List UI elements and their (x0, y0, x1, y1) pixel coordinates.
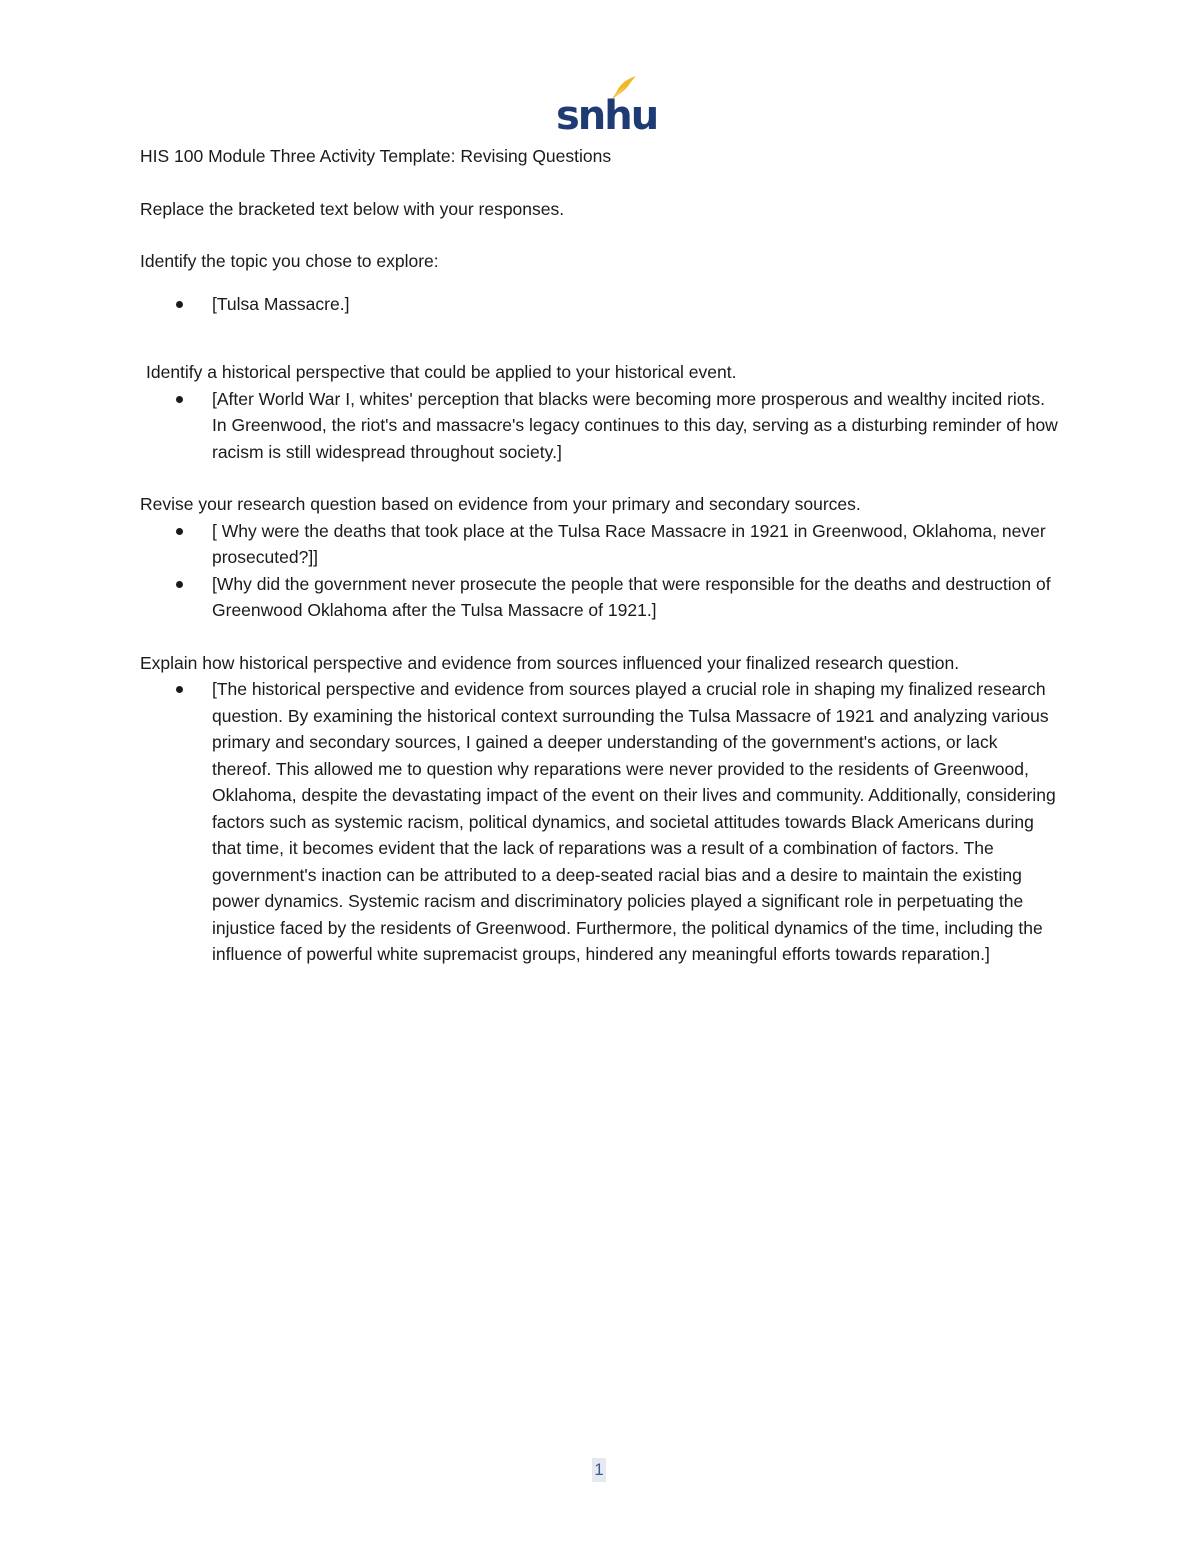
bullet-icon (176, 396, 183, 403)
logo-wordmark: snhu (556, 93, 658, 139)
response-list (140, 291, 1060, 318)
response-text: [ Why were the deaths that took place at the Tulsa Race Massacre in 1921 in Greenwood, Oklahoma, never prosecuted?]] (212, 520, 1046, 567)
list-item (140, 571, 1060, 624)
section-prompt: Identify a historical perspective that could be applied to your historical event. (146, 362, 737, 382)
section-prompt: Revise your research question based on evidence from your primary and secondary sources. (140, 494, 861, 514)
page-number: 1 (592, 1458, 606, 1482)
response-text: [Tulsa Massacre.] (212, 293, 350, 314)
response-text: [Why did the government never prosecute the people that were responsible for the deaths and destruction of Greenwood Oklahoma after the Tulsa Massacre of 1921.] (212, 573, 1051, 620)
bullet-icon (176, 528, 183, 535)
document-title: HIS 100 Module Three Activity Template: Revising Questions (140, 146, 612, 166)
snhu-flame-logo-icon (552, 72, 658, 139)
list-item (140, 518, 1060, 571)
document-body (140, 143, 1060, 968)
instruction-text: Replace the bracketed text below with your responses. (140, 198, 565, 219)
section-prompt: Explain how historical perspective and evidence from sources influenced your finalized research question. (140, 652, 960, 673)
section-prompt: Identify the topic you chose to explore: (140, 251, 439, 271)
snhu-logo (552, 72, 658, 139)
response-list (140, 386, 1060, 466)
response-list (140, 518, 1060, 624)
list-item (140, 291, 1060, 318)
bullet-icon (176, 686, 183, 693)
bullet-icon (176, 301, 183, 308)
response-text: [After World War I, whites' perception that blacks were becoming more prosperous and wealthy incited riots. In Greenwood, the riot's and massacre's legacy continues to this day, serving as a disturbing reminder of how racism is still widespread throughout society.] (212, 388, 1058, 462)
bullet-icon (176, 581, 183, 588)
list-item (140, 386, 1060, 466)
list-item (140, 676, 1060, 968)
response-list (140, 676, 1060, 968)
response-text: [The historical perspective and evidence from sources played a crucial role in shaping my finalized research question. By examining the historical context surrounding the Tulsa Massacre of 1921 and analyzing various primary and secondary sources, I gained a deeper understanding of the government's actions, or lack thereof. This allowed me to question why reparations were never provided to the residents of Greenwood, Oklahoma, despite the devastating impact of the event on their lives and community. Additionally, considering factors such as systemic racism, political dynamics, and societal attitudes towards Black Americans during that time, it becomes evident that the lack of reparations was a result of a combination of factors. The government's inaction can be attributed to a deep-seated racial bias and a desire to maintain the existing power dynamics. Systemic racism and discriminatory policies played a significant role in perpetuating the injustice faced by the residents of Greenwood. Furthermore, the political dynamics of the time, including the influence of powerful white supremacist groups, hindered any meaningful efforts towards reparation.] (212, 679, 1056, 964)
